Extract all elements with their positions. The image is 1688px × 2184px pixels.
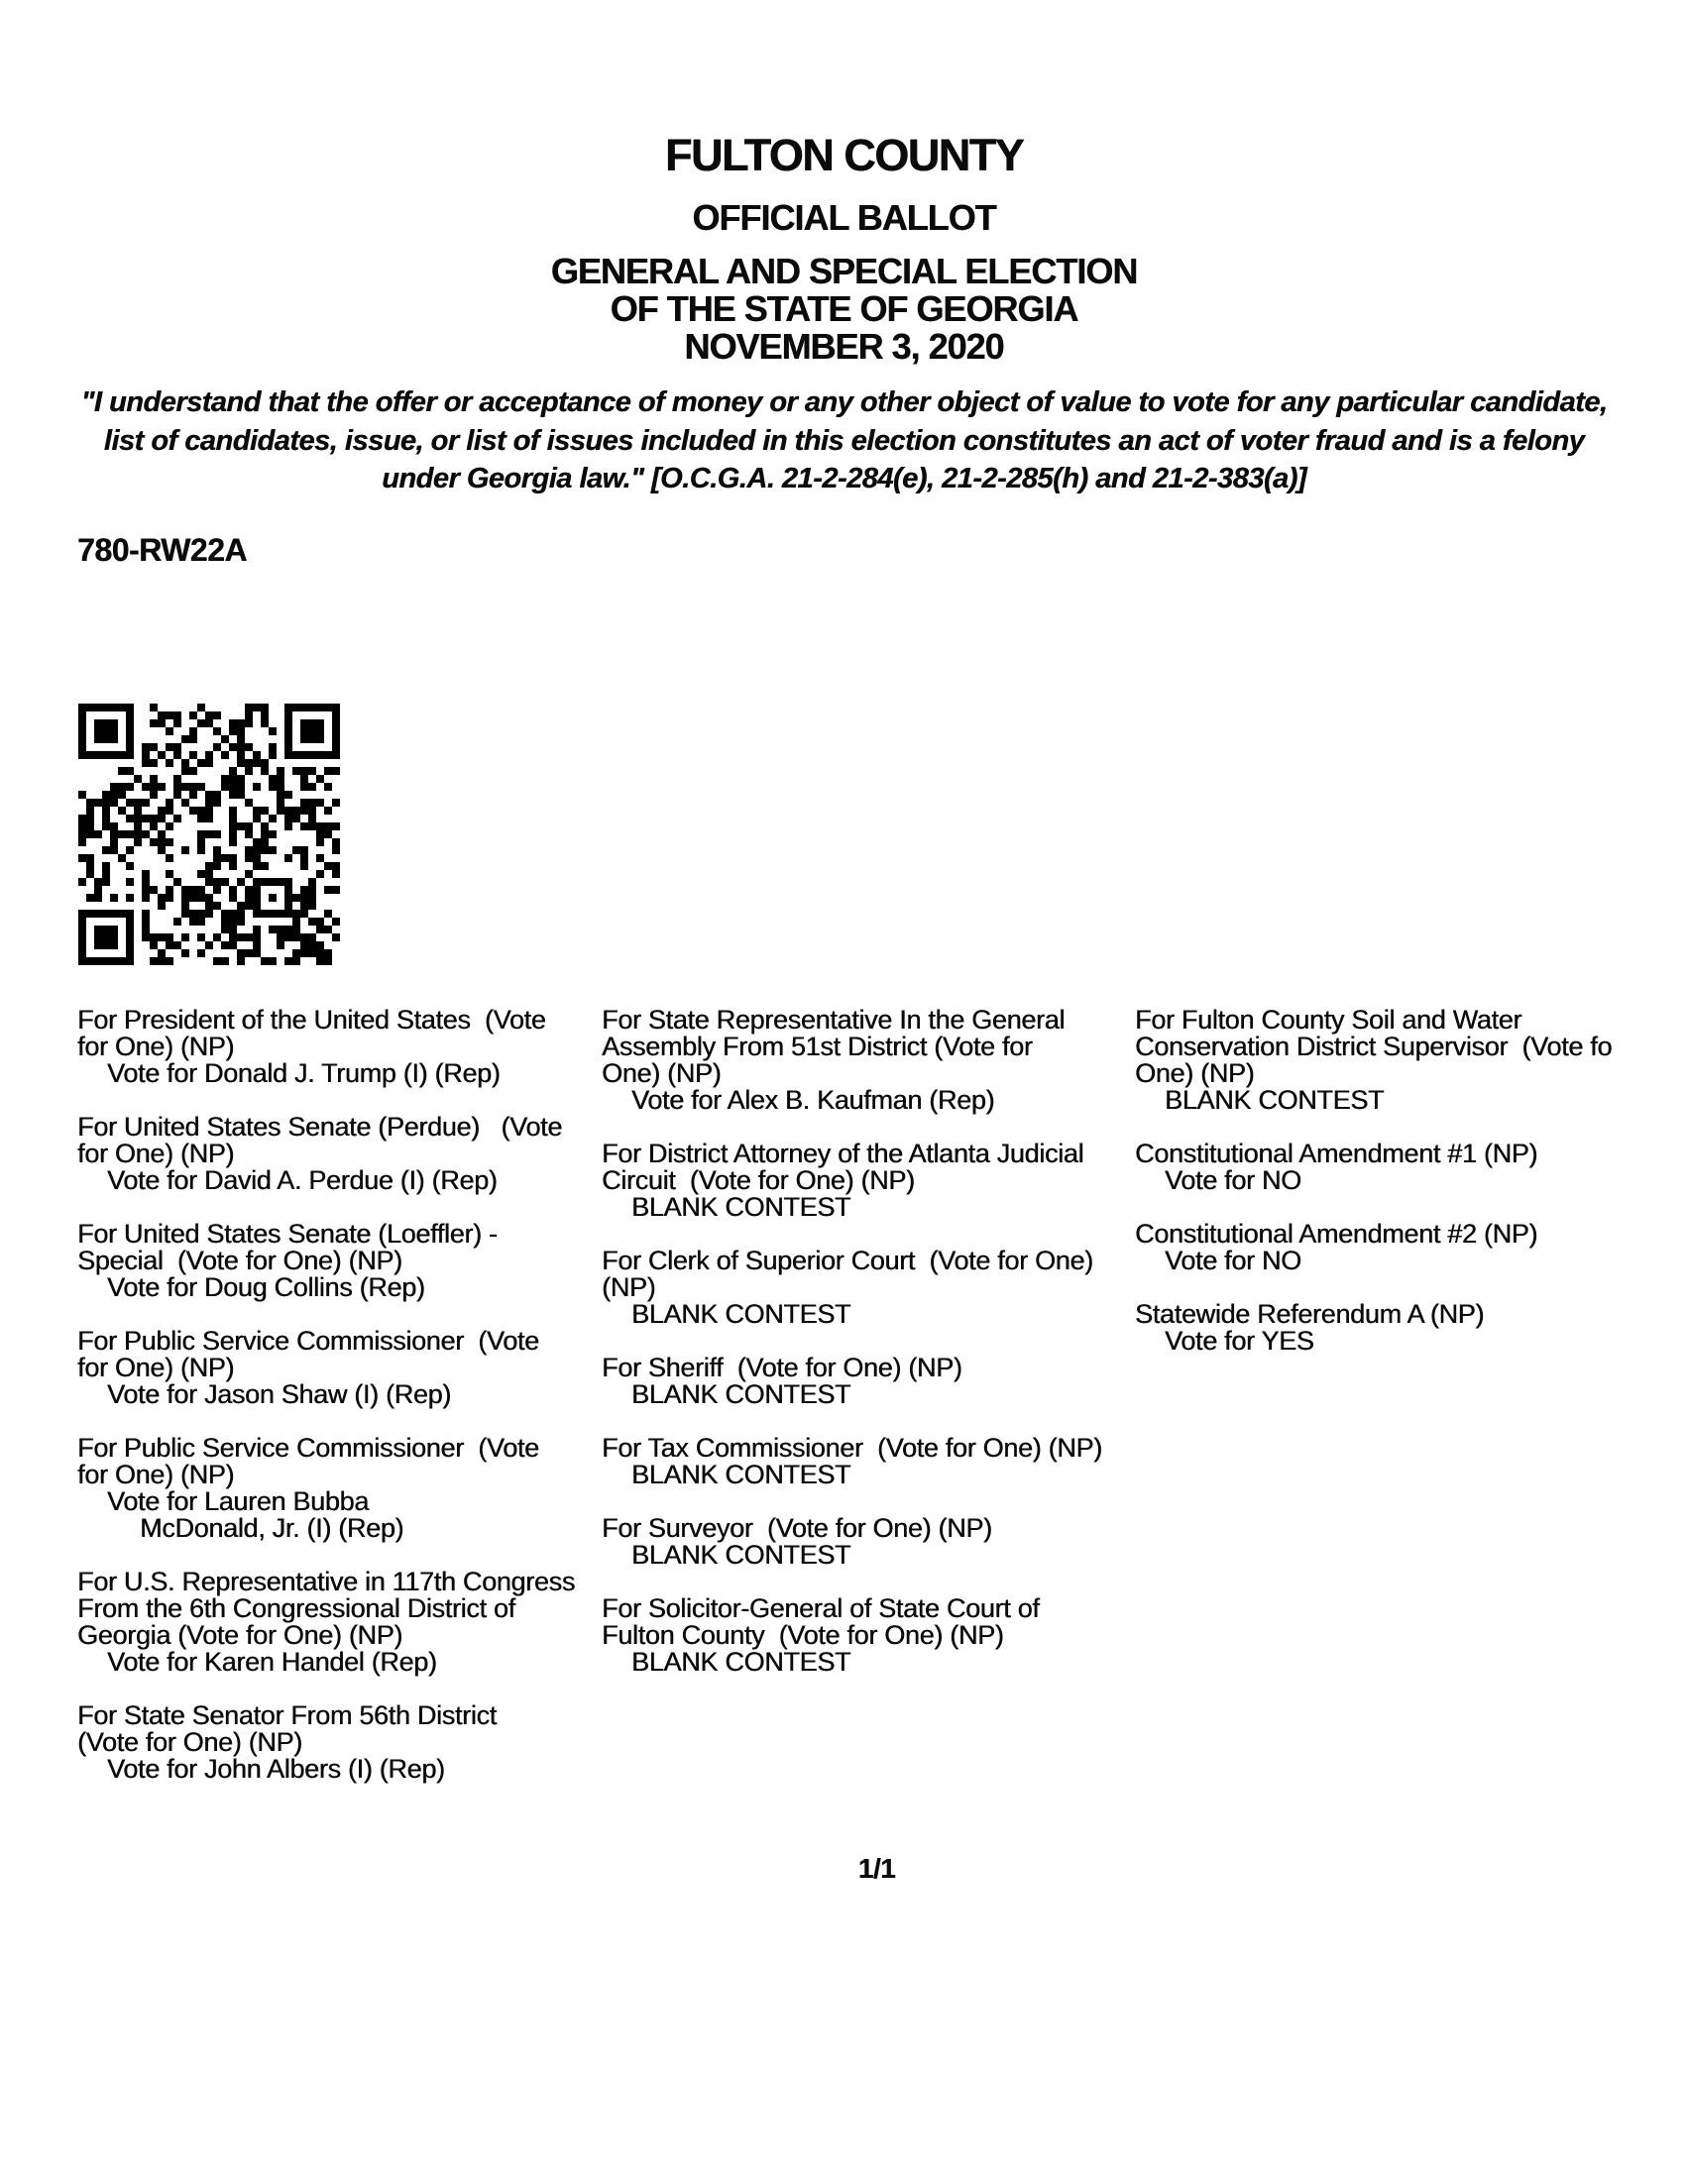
contest-title-line: Constitutional Amendment #1 (NP) [1135, 1139, 1538, 1168]
ballot-column-2 [602, 1007, 1127, 1702]
contest-title-line: For U.S. Representative in 117th Congress [77, 1567, 575, 1596]
contest-selection-line: BLANK CONTEST [631, 1647, 851, 1677]
election-title-line: NOVEMBER 3, 2020 [684, 326, 1004, 367]
contest-title-line: For United States Senate (Loeffler) - [77, 1219, 498, 1249]
contest-selection-line: BLANK CONTEST [1165, 1085, 1385, 1115]
contest-block [77, 1702, 593, 1783]
contest-block [77, 1221, 593, 1301]
page-indicator: 1/1 [857, 1853, 896, 1884]
contest-block [602, 1435, 1127, 1488]
contest-title-line: For Surveyor (Vote for One) (NP) [602, 1513, 992, 1543]
contest-title-line: One) (NP) [1135, 1058, 1255, 1088]
contest-title-line: For Clerk of Superior Court (Vote for One) [602, 1246, 1093, 1275]
contest-title-line: For Public Service Commissioner (Vote [77, 1433, 539, 1463]
contest-title-line: Conservation District Supervisor (Vote fo [1135, 1032, 1613, 1061]
contest-title-line: For State Senator From 56th District [77, 1700, 497, 1730]
contest-title-line: (NP) [602, 1272, 656, 1302]
ballot-title: OFFICIAL BALLOT [692, 197, 996, 238]
contest-selection-line: Vote for David A. Perdue (I) (Rep) [107, 1165, 498, 1195]
contest-block [77, 1328, 593, 1408]
contest-selection-line: BLANK CONTEST [631, 1460, 851, 1489]
disclaimer-line: under Georgia law." [O.C.G.A. 21-2-284(e), 21-2-285(h) and 21-2-383(a)] [382, 463, 1306, 494]
election-title-line: OF THE STATE OF GEORGIA [610, 288, 1078, 329]
qr-code [74, 700, 344, 969]
contest-block [77, 1569, 593, 1676]
election-title-line: GENERAL AND SPECIAL ELECTION [550, 251, 1138, 291]
contest-selection-line: Vote for YES [1165, 1326, 1314, 1356]
county-title: FULTON COUNTY [664, 130, 1024, 180]
contest-block [1135, 1221, 1688, 1274]
contest-title-line: Assembly From 51st District (Vote for [602, 1032, 1033, 1061]
contest-block [602, 1007, 1127, 1114]
contest-selection-line: Vote for John Albers (I) (Rep) [107, 1754, 445, 1784]
ballot-style-code: 780-RW22A [77, 532, 247, 568]
contest-title-line: From the 6th Congressional District of [77, 1593, 515, 1623]
contest-selection-line: McDonald, Jr. (I) (Rep) [140, 1513, 404, 1543]
contest-title-line: For State Representative In the General [602, 1005, 1066, 1035]
contest-block [77, 1114, 593, 1194]
contest-selection-line: Vote for Karen Handel (Rep) [107, 1647, 437, 1677]
contest-selection-line: BLANK CONTEST [631, 1540, 851, 1570]
contest-title-line: for One) (NP) [77, 1353, 235, 1382]
contest-selection-line: Vote for Donald J. Trump (I) (Rep) [107, 1058, 501, 1088]
contest-block [77, 1007, 593, 1087]
contest-block [602, 1595, 1127, 1676]
ballot-column-3 [1135, 1007, 1688, 1381]
disclaimer-line: list of candidates, issue, or list of issues included in this election constitutes an act of voter fraud and is a felony [103, 424, 1585, 457]
contest-selection-line: BLANK CONTEST [631, 1379, 851, 1409]
contest-title-line: For Fulton County Soil and Water [1135, 1005, 1522, 1035]
ballot-column-1 [77, 1007, 593, 1809]
contest-block [602, 1141, 1127, 1221]
contest-title-line: for One) (NP) [77, 1460, 235, 1489]
contest-block [77, 1435, 593, 1542]
contest-title-line: Fulton County (Vote for One) (NP) [602, 1620, 1004, 1650]
contest-title-line: Georgia (Vote for One) (NP) [77, 1620, 403, 1650]
contest-block [1135, 1301, 1688, 1355]
contest-block [602, 1355, 1127, 1408]
contest-block [602, 1248, 1127, 1328]
contest-title-line: for One) (NP) [77, 1139, 235, 1168]
contest-title-line: Constitutional Amendment #2 (NP) [1135, 1219, 1538, 1249]
contest-title-line: (Vote for One) (NP) [77, 1727, 302, 1757]
contest-block [1135, 1007, 1688, 1114]
contest-title-line: For United States Senate (Perdue) (Vote [77, 1112, 562, 1142]
contest-selection-line: Vote for Lauren Bubba [107, 1486, 369, 1516]
contest-block [602, 1515, 1127, 1569]
contest-title-line: For President of the United States (Vote [77, 1005, 546, 1035]
contest-title-line: For Sheriff (Vote for One) (NP) [602, 1353, 962, 1382]
contest-selection-line: Vote for Alex B. Kaufman (Rep) [631, 1085, 995, 1115]
contest-block [1135, 1141, 1688, 1194]
contest-selection-line: Vote for NO [1165, 1165, 1301, 1195]
contest-selection-line: Vote for Doug Collins (Rep) [107, 1272, 425, 1302]
contest-title-line: for One) (NP) [77, 1032, 235, 1061]
contest-title-line: For District Attorney of the Atlanta Judicial [602, 1139, 1084, 1168]
contest-title-line: For Tax Commissioner (Vote for One) (NP) [602, 1433, 1102, 1463]
contest-title-line: For Solicitor-General of State Court of [602, 1593, 1040, 1623]
contest-title-line: One) (NP) [602, 1058, 722, 1088]
contest-selection-line: BLANK CONTEST [631, 1192, 851, 1222]
contest-title-line: For Public Service Commissioner (Vote [77, 1326, 539, 1356]
contest-title-line: Special (Vote for One) (NP) [77, 1246, 402, 1275]
election-title [0, 253, 1688, 366]
contest-selection-line: Vote for NO [1165, 1246, 1301, 1275]
contest-title-line: Circuit (Vote for One) (NP) [602, 1165, 915, 1195]
voter-fraud-disclaimer [0, 383, 1688, 498]
contest-selection-line: Vote for Jason Shaw (I) (Rep) [107, 1379, 451, 1409]
contest-title-line: Statewide Referendum A (NP) [1135, 1299, 1485, 1329]
disclaimer-line: "I understand that the offer or acceptance of money or any other object of value to vote for any particular candidate, [80, 386, 1608, 418]
contest-selection-line: BLANK CONTEST [631, 1299, 851, 1329]
